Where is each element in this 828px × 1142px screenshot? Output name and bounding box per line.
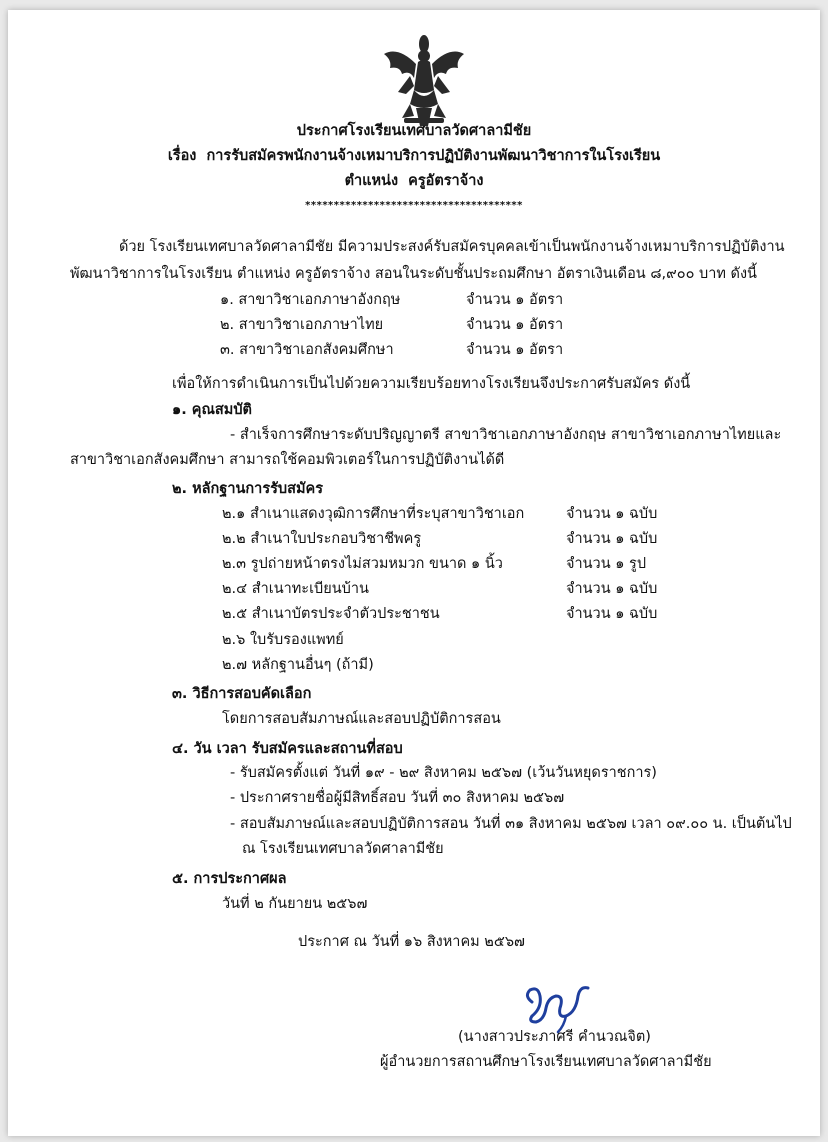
document-page <box>8 10 820 1136</box>
document-count-2: จำนวน ๑ ฉบับ <box>566 531 658 547</box>
schedule-item-3-location: ณ โรงเรียนเทศบาลวัดศาลามีชัย <box>242 841 444 857</box>
qualification-line-2: สาขาวิชาเอกสังคมศึกษา สามารถใช้คอมพิวเตอร์ในการปฏิบัติงานได้ดี <box>70 452 505 468</box>
signatory-title: ผู้อำนวยการสถานศึกษาโรงเรียนเทศบาลวัดศาลามีชัย <box>380 1054 712 1070</box>
document-count-3: จำนวน ๑ รูป <box>566 556 647 572</box>
qualification-line-1: - สำเร็จการศึกษาระดับปริญญาตรี สาขาวิชาเอกภาษาอังกฤษ สาขาวิชาเอกภาษาไทยและ <box>230 427 782 443</box>
major-item-1: ๑. สาขาวิชาเอกภาษาอังกฤษ <box>220 292 401 308</box>
document-item-3: ๒.๓ รูปถ่ายหน้าตรงไม่สวมหมวก ขนาด ๑ นิ้ว <box>222 556 503 572</box>
signatory-name: (นางสาวประภาศรี คำนวณจิต) <box>458 1029 651 1045</box>
document-item-6: ๒.๖ ใบรับรองแพทย์ <box>222 632 344 648</box>
document-item-2: ๒.๒ สำเนาใบประกอบวิชาชีพครู <box>222 531 422 547</box>
announcement-subject <box>8 147 820 165</box>
section-qualification-title: ๑. คุณสมบัติ <box>172 402 252 418</box>
purpose-text: เพื่อให้การดำเนินการเป็นไปด้วยความเรียบร้อยทางโรงเรียนจึงประกาศรับสมัคร ดังนี้ <box>172 376 691 392</box>
major-count-3: จำนวน ๑ อัตรา <box>466 342 564 358</box>
section-result-title: ๕. การประกาศผล <box>172 871 287 887</box>
separator: ************************************** <box>305 200 523 211</box>
announced-date: ประกาศ ณ วันที่ ๑๖ สิงหาคม ๒๕๖๗ <box>298 934 525 950</box>
announcement-title: ประกาศโรงเรียนเทศบาลวัดศาลามีชัย <box>296 123 532 139</box>
selection-text: โดยการสอบสัมภาษณ์และสอบปฏิบัติการสอน <box>222 711 501 727</box>
signature-mark <box>518 982 598 1034</box>
document-count-1: จำนวน ๑ ฉบับ <box>566 506 658 522</box>
major-item-3: ๓. สาขาวิชาเอกสังคมศึกษา <box>220 342 394 358</box>
section-schedule-title: ๔. วัน เวลา รับสมัครและสถานที่สอบ <box>172 741 403 757</box>
garuda-emblem-icon <box>380 32 468 132</box>
document-item-7: ๒.๗ หลักฐานอื่นๆ (ถ้ามี) <box>222 657 374 673</box>
result-date: วันที่ ๒ กันยายน ๒๕๖๗ <box>222 896 368 912</box>
subject-label: เรื่อง <box>167 148 197 164</box>
document-count-5: จำนวน ๑ ฉบับ <box>566 606 658 622</box>
position-text: ครูอัตราจ้าง <box>408 173 484 189</box>
schedule-item-3: - สอบสัมภาษณ์และสอบปฏิบัติการสอน วันที่ ๓๑ สิงหาคม ๒๕๖๗ เวลา ๐๙.๐๐ น. เป็นต้นไป <box>230 816 792 832</box>
section-selection-title: ๓. วิธีการสอบคัดเลือก <box>172 686 312 702</box>
major-item-2: ๒. สาขาวิชาเอกภาษาไทย <box>220 317 384 333</box>
subject-text: การรับสมัครพนักงานจ้างเหมาบริการปฏิบัติงานพัฒนาวิชาการในโรงเรียน <box>206 148 661 164</box>
schedule-item-2: - ประกาศรายชื่อผู้มีสิทธิ์สอบ วันที่ ๓๐ สิงหาคม ๒๕๖๗ <box>230 790 565 806</box>
intro-line-1: ด้วย โรงเรียนเทศบาลวัดศาลามีชัย มีความประสงค์รับสมัครบุคคลเข้าเป็นพนักงานจ้างเหมาบริการปฏิบัติงาน <box>119 239 785 255</box>
document-count-4: จำนวน ๑ ฉบับ <box>566 581 658 597</box>
major-count-1: จำนวน ๑ อัตรา <box>466 292 564 308</box>
announcement-position <box>8 172 820 190</box>
section-documents-title: ๒. หลักฐานการรับสมัคร <box>172 481 323 497</box>
schedule-item-1: - รับสมัครตั้งแต่ วันที่ ๑๙ - ๒๙ สิงหาคม ๒๕๖๗ (เว้นวันหยุดราชการ) <box>230 765 657 781</box>
document-item-4: ๒.๔ สำเนาทะเบียนบ้าน <box>222 581 369 597</box>
position-label: ตำแหน่ง <box>344 173 399 189</box>
intro-line-2: พัฒนาวิชาการในโรงเรียน ตำแหน่ง ครูอัตราจ้าง สอนในระดับชั้นประถมศึกษา อัตราเงินเดือน ๘,๙๐๐ บาท ดังนี้ <box>70 266 757 282</box>
document-item-1: ๒.๑ สำเนาแสดงวุฒิการศึกษาที่ระบุสาขาวิชาเอก <box>222 506 525 522</box>
major-count-2: จำนวน ๑ อัตรา <box>466 317 564 333</box>
document-item-5: ๒.๕ สำเนาบัตรประจำตัวประชาชน <box>222 606 440 622</box>
